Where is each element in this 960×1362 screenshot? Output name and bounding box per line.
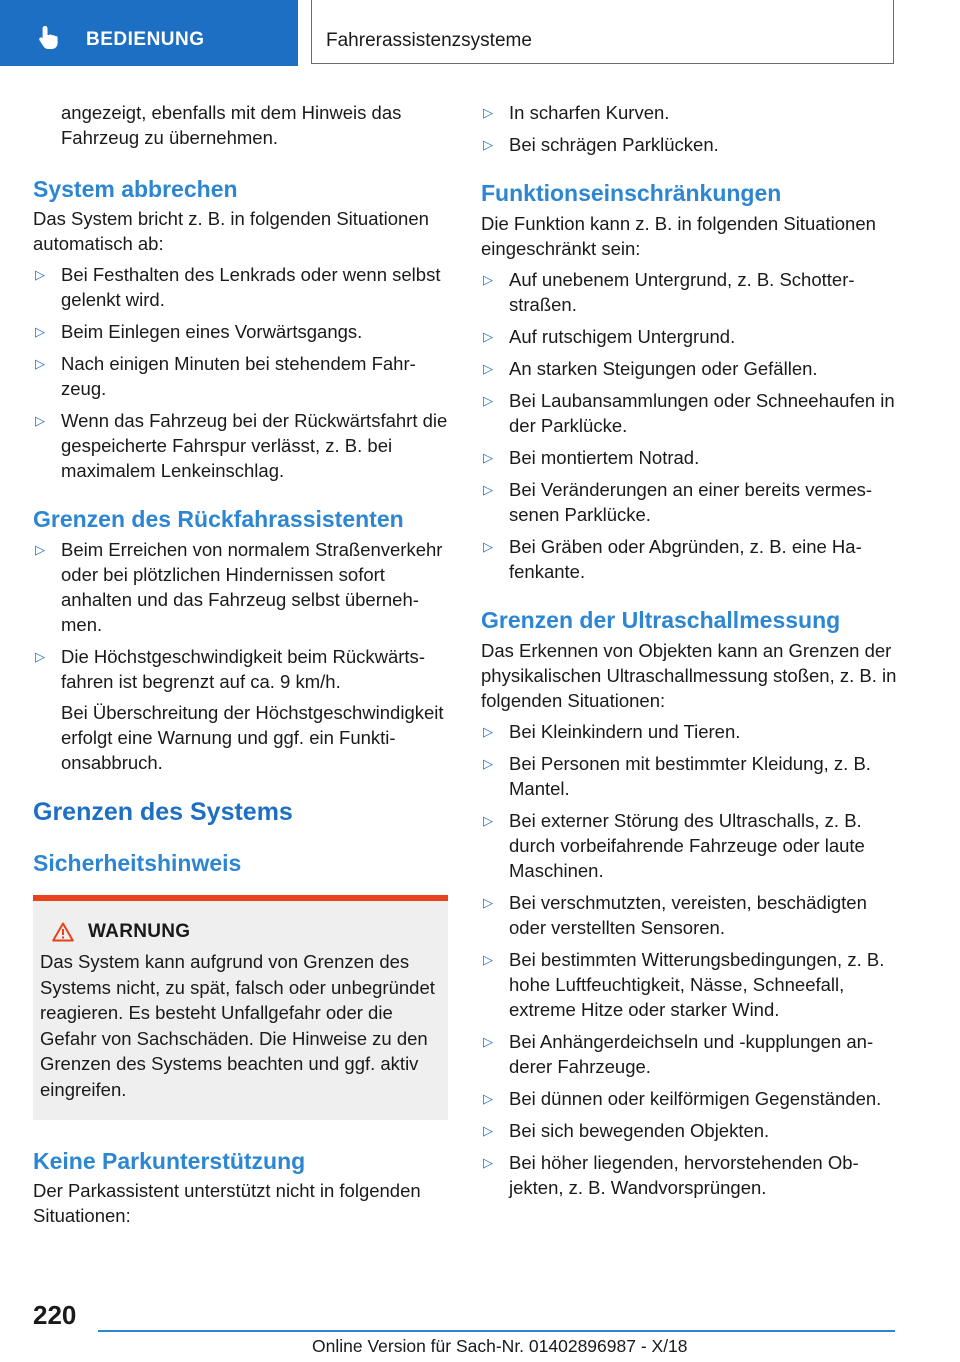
- page-number: 220: [33, 1300, 77, 1330]
- list-item: ▷ Wenn das Fahrzeug bei der Rückwärtsfahrt die gespeicherte Fahrspur verlässt, z. B. bei maximalem Lenkeinschlag.: [35, 410, 448, 481]
- triangle-bullet-icon: ▷: [35, 542, 45, 557]
- keine-intro: Der Parkassistent unterstützt nicht in folgenden Situationen:: [33, 1180, 421, 1226]
- triangle-bullet-icon: ▷: [483, 137, 493, 152]
- funktion-list: [481, 267, 901, 584]
- chapter-tab-label: Fahrerassistenzsysteme: [326, 30, 532, 51]
- triangle-bullet-icon: ▷: [483, 361, 493, 376]
- list-item: ▷ Bei verschmutzten, vereisten, beschädigten oder verstellten Sensoren.: [483, 892, 867, 938]
- section-tab-label: BEDIENUNG: [86, 29, 205, 50]
- triangle-bullet-icon: ▷: [483, 952, 493, 967]
- triangle-bullet-icon: ▷: [483, 1091, 493, 1106]
- list-item: ▷ An starken Steigungen oder Gefällen.: [483, 358, 818, 379]
- abbrechen-list: [33, 262, 448, 483]
- list-item: ▷ Bei Personen mit bestimmter Kleidung, z. B. Mantel.: [483, 753, 871, 799]
- rueckfahr-list: [33, 537, 448, 775]
- triangle-bullet-icon: ▷: [483, 813, 493, 828]
- triangle-bullet-icon: ▷: [483, 724, 493, 739]
- triangle-bullet-icon: ▷: [483, 105, 493, 120]
- heading-funktionseinschraenkungen: Funktionseinschränkungen: [481, 180, 782, 206]
- list-item: ▷ Auf unebenem Untergrund, z. B. Schotterstraßen.: [483, 269, 855, 315]
- list-item: ▷ In scharfen Kurven.: [483, 102, 670, 123]
- triangle-bullet-icon: ▷: [483, 1155, 493, 1170]
- triangle-bullet-icon: ▷: [35, 356, 45, 371]
- heading-system-abbrechen: System abbrechen: [33, 176, 238, 202]
- triangle-bullet-icon: ▷: [483, 482, 493, 497]
- triangle-bullet-icon: ▷: [35, 649, 45, 664]
- funktion-intro: Die Funktion kann z. B. in folgenden Situationen eingeschränkt sein:: [481, 213, 876, 259]
- section-tab[interactable]: [0, 0, 298, 66]
- triangle-bullet-icon: ▷: [483, 756, 493, 771]
- left-column: [33, 100, 448, 1228]
- heading-keine-parkunterstuetzung: Keine Parkunterstützung: [33, 1148, 306, 1174]
- heading-grenzen-des-systems: Grenzen des Systems: [33, 798, 293, 826]
- heading-grenzen-ultraschallmessung: Grenzen der Ultraschallmessung: [481, 607, 841, 633]
- list-item: ▷ Bei Kleinkindern und Tieren.: [483, 721, 741, 742]
- list-item: ▷ Bei sich bewegenden Objekten.: [483, 1120, 770, 1141]
- triangle-bullet-icon: ▷: [483, 272, 493, 287]
- heading-grenzen-rueckfahrassistent: Grenzen des Rückfahrassistenten: [33, 506, 404, 532]
- list-item: ▷ Bei Gräben oder Abgründen, z. B. eine Hafenkante.: [483, 536, 862, 582]
- triangle-bullet-icon: ▷: [35, 413, 45, 428]
- warning-box: [33, 895, 448, 1120]
- list-item: ▷ Beim Erreichen von normalem Straßenverkehr oder bei plötzlichen Hindernissen sofort anhalten und das Fahrzeug selbst übernehmen.: [35, 539, 443, 635]
- triangle-bullet-icon: ▷: [483, 895, 493, 910]
- warning-text: Das System kann aufgrund von Grenzen des Systems nicht, zu spät, falsch oder unbegründet reagieren. Es besteht Unfallgefahr oder die Gefahr von Sachschäden. Die Hinweise zu den Grenzen des Systems beachten und ggf. aktiv eingreifen.: [40, 951, 435, 1100]
- triangle-bullet-icon: ▷: [483, 539, 493, 554]
- ultraschall-intro: Das Erkennen von Objekten kann an Grenzen der physikalischen Ultraschallmessung stoßen, z. B. in folgenden Situationen:: [481, 640, 897, 711]
- triangle-bullet-icon: ▷: [483, 450, 493, 465]
- list-item: ▷ Bei schrägen Parklücken.: [483, 134, 719, 155]
- list-item: ▷ Auf rutschigem Untergrund.: [483, 326, 736, 347]
- list-item: ▷ Bei Festhalten des Lenkrads oder wenn selbst gelenkt wird.: [35, 264, 441, 310]
- list-item: ▷ Bei Laubansammlungen oder Schneehaufen in der Parklücke.: [483, 390, 895, 436]
- keine-list: [481, 100, 901, 157]
- hand-pointer-icon: [36, 24, 62, 50]
- abbrechen-intro: Das System bricht z. B. in folgenden Situationen automatisch ab:: [33, 208, 429, 254]
- triangle-bullet-icon: ▷: [483, 1123, 493, 1138]
- footer-version-text: Online Version für Sach-Nr. 01402896987 - X/18: [312, 1336, 688, 1356]
- continued-paragraph: angezeigt, ebenfalls mit dem Hinweis das Fahrzeug zu übernehmen.: [61, 102, 402, 148]
- list-item: ▷ Bei dünnen oder keilförmigen Gegenständen.: [483, 1088, 882, 1109]
- ultraschall-list: [481, 719, 901, 1200]
- list-item: ▷ Beim Einlegen eines Vorwärtsgangs.: [35, 321, 363, 342]
- list-item: ▷ Bei höher liegenden, hervorstehenden Objekten, z. B. Wandvorsprüngen.: [483, 1152, 859, 1198]
- warning-label: WARNUNG: [88, 921, 191, 942]
- list-item: ▷ Bei montiertem Notrad.: [483, 447, 700, 468]
- list-item: ▷ Bei externer Störung des Ultraschalls, z. B. durch vorbeifahrende Fahrzeuge oder laute Maschinen.: [483, 810, 865, 881]
- list-item: ▷ Bei Anhängerdeichseln und -kupplungen anderer Fahrzeuge.: [483, 1031, 874, 1077]
- list-item-note: Bei Überschreitung der Höchstgeschwindigkeit erfolgt eine Warnung und ggf. ein Funktionsabbruch.: [61, 702, 444, 773]
- chapter-tab[interactable]: [311, 0, 894, 64]
- list-item: ▷ Nach einigen Minuten bei stehendem Fahrzeug.: [35, 353, 416, 399]
- heading-sicherheitshinweis: Sicherheitshinweis: [33, 850, 242, 876]
- triangle-bullet-icon: ▷: [483, 393, 493, 408]
- list-item: ▷ Bei Veränderungen an einer bereits vermessenen Parklücke.: [483, 479, 873, 525]
- triangle-bullet-icon: ▷: [35, 267, 45, 282]
- triangle-bullet-icon: ▷: [35, 324, 45, 339]
- list-item: ▷ Die Höchstgeschwindigkeit beim Rückwärtsfahren ist begrenzt auf ca. 9 km/h. Bei Überschreitung der Höchstgeschwindigkeit erfolgt eine Warnung und ggf. ein Funktionsabbruch.: [33, 644, 448, 775]
- warning-triangle-icon: [52, 922, 74, 942]
- footer-divider: [98, 1330, 895, 1332]
- right-column: [481, 100, 901, 1207]
- warning-header: [40, 921, 440, 943]
- triangle-bullet-icon: ▷: [483, 1034, 493, 1049]
- list-item: ▷ Bei bestimmten Witterungsbedingungen, z. B. hohe Luftfeuchtigkeit, Nässe, Schneefall, extreme Hitze oder starker Wind.: [483, 949, 885, 1020]
- triangle-bullet-icon: ▷: [483, 329, 493, 344]
